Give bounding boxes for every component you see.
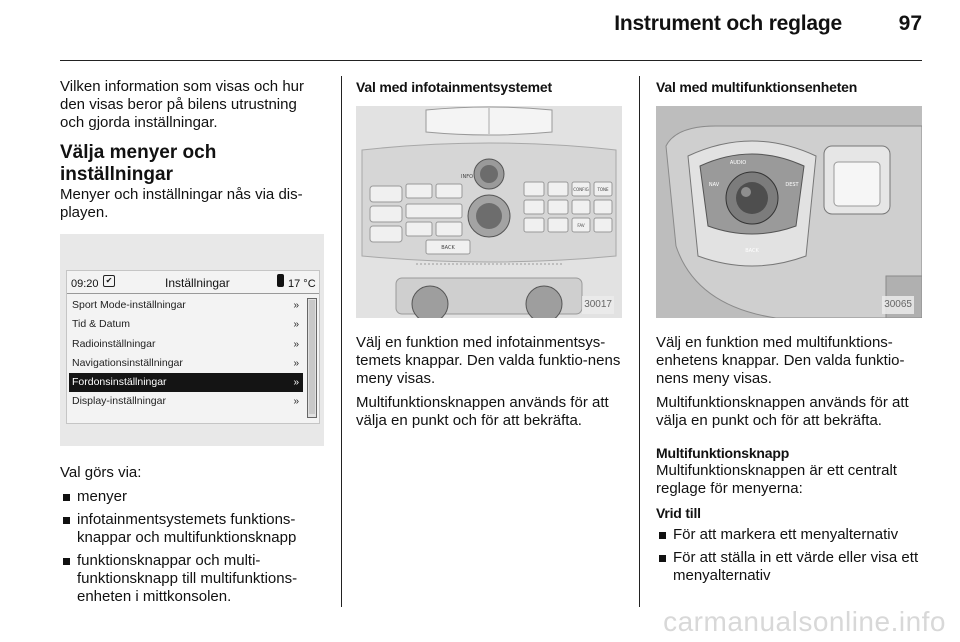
column-divider-1 [341, 76, 342, 607]
tone-label: TONE [597, 187, 609, 192]
multifunction-knob-heading: Multifunktionsknapp [656, 445, 790, 461]
multifunction-paragraph-2: Multifunktionsknappen används för att välja en punkt och för att bekräfta. [656, 394, 909, 429]
section-heading: Välja menyer och inställningar [60, 142, 217, 185]
nav-label: NAV [708, 182, 720, 188]
list-item: funktionsknappar och multi-funktionsknapp till multifunktions-enheten i mittkonsolen. [60, 552, 324, 606]
settings-menu-item[interactable] [69, 392, 303, 411]
figure-number: 30017 [582, 296, 614, 314]
info-label: INFO [460, 174, 474, 180]
screen-time: 09:20 [71, 278, 99, 290]
page-header-title: Instrument och reglage [614, 12, 842, 35]
list-item: För att ställa in ett värde eller visa ett menyalternativ [656, 549, 922, 585]
menu-scrollbar [307, 298, 317, 418]
back-label: BACK [745, 248, 759, 254]
watermark: carmanualsonline.info [663, 606, 946, 637]
settings-menu-item[interactable] [69, 315, 303, 334]
infotainment-panel-figure [356, 106, 622, 318]
list-item: menyer [60, 488, 324, 506]
chevron-right-icon: » [293, 300, 299, 311]
back-label: BACK [441, 245, 455, 251]
dest-label: DEST [785, 182, 799, 188]
column-2 [356, 78, 622, 436]
settings-menu-item-label: Radioinställningar [72, 337, 156, 350]
infotainment-panel-drawing [356, 106, 622, 318]
multifunction-knob-text: Multifunktionsknappen är ett centralt reglage för menyerna: [656, 462, 897, 497]
list-item: infotainmentsystemets funktions-knappar och multifunktionsknapp [60, 511, 324, 547]
multifunction-unit-figure [656, 106, 922, 318]
infotainment-heading: Val med infotainmentsystemet [356, 79, 552, 95]
fav-label: FAV [577, 223, 585, 228]
infotainment-paragraph-1: Välj en funktion med infotainmentsys-temets knappar. Den valda funktio-nens meny visas. [356, 334, 621, 387]
choice-bullet-list [60, 488, 324, 606]
settings-menu-item[interactable] [69, 373, 303, 392]
multifunction-heading: Val med multifunktionsenheten [656, 79, 858, 95]
screen-title: Inställningar [165, 276, 230, 290]
screen-status-bar [67, 271, 319, 294]
multifunction-paragraph-1: Välj en funktion med multifunktions-enhetens knappar. Den valda funktio-nens meny visas. [656, 334, 905, 387]
multifunction-unit-drawing [656, 106, 922, 318]
audio-label: AUDIO [729, 160, 747, 166]
choice-intro: Val görs via: [60, 464, 142, 481]
chevron-right-icon: » [293, 338, 299, 350]
settings-menu-item-label: Tid & Datum [72, 318, 130, 331]
column-3 [656, 78, 922, 590]
figure-number: 30065 [882, 296, 914, 314]
settings-menu-item[interactable] [69, 335, 303, 354]
header-divider [60, 60, 922, 61]
chevron-right-icon: » [293, 319, 299, 331]
chevron-right-icon: » [293, 377, 299, 389]
section-text: Menyer och inställningar nås via dis-playen. [60, 186, 303, 221]
column-divider-2 [639, 76, 640, 607]
chevron-right-icon: » [293, 396, 299, 408]
column-1 [60, 78, 324, 611]
settings-menu-item-label: Display-inställningar [72, 395, 166, 408]
settings-menu-item[interactable] [69, 354, 303, 373]
list-item: För att markera ett menyalternativ [656, 526, 922, 544]
settings-menu-item-label: Fordonsinställningar [72, 376, 167, 389]
turn-bullet-list [656, 526, 922, 585]
scrollbar-thumb [309, 300, 315, 414]
settings-menu-item-label: Sport Mode-inställningar [72, 299, 186, 311]
turn-heading: Vrid till [656, 505, 701, 521]
screen-temperature: 17 °C [288, 278, 316, 290]
chevron-right-icon: » [293, 357, 299, 369]
settings-screen-figure [60, 234, 324, 446]
settings-menu-item-label: Navigationsinställningar [72, 356, 183, 369]
infotainment-paragraph-2: Multifunktionsknappen används för att välja en punkt och för att bekräfta. [356, 394, 609, 429]
clock-icon: ✔ [103, 275, 115, 287]
intro-paragraph: Vilken information som visas och hur den visas beror på bilens utrustning och gjorda inställningar. [60, 78, 304, 131]
page-number: 97 [898, 12, 922, 35]
display-screen [66, 270, 320, 424]
settings-menu [69, 296, 303, 412]
settings-menu-item[interactable] [69, 296, 303, 315]
config-label: CONFIG [573, 187, 589, 192]
thermometer-icon [277, 274, 284, 287]
